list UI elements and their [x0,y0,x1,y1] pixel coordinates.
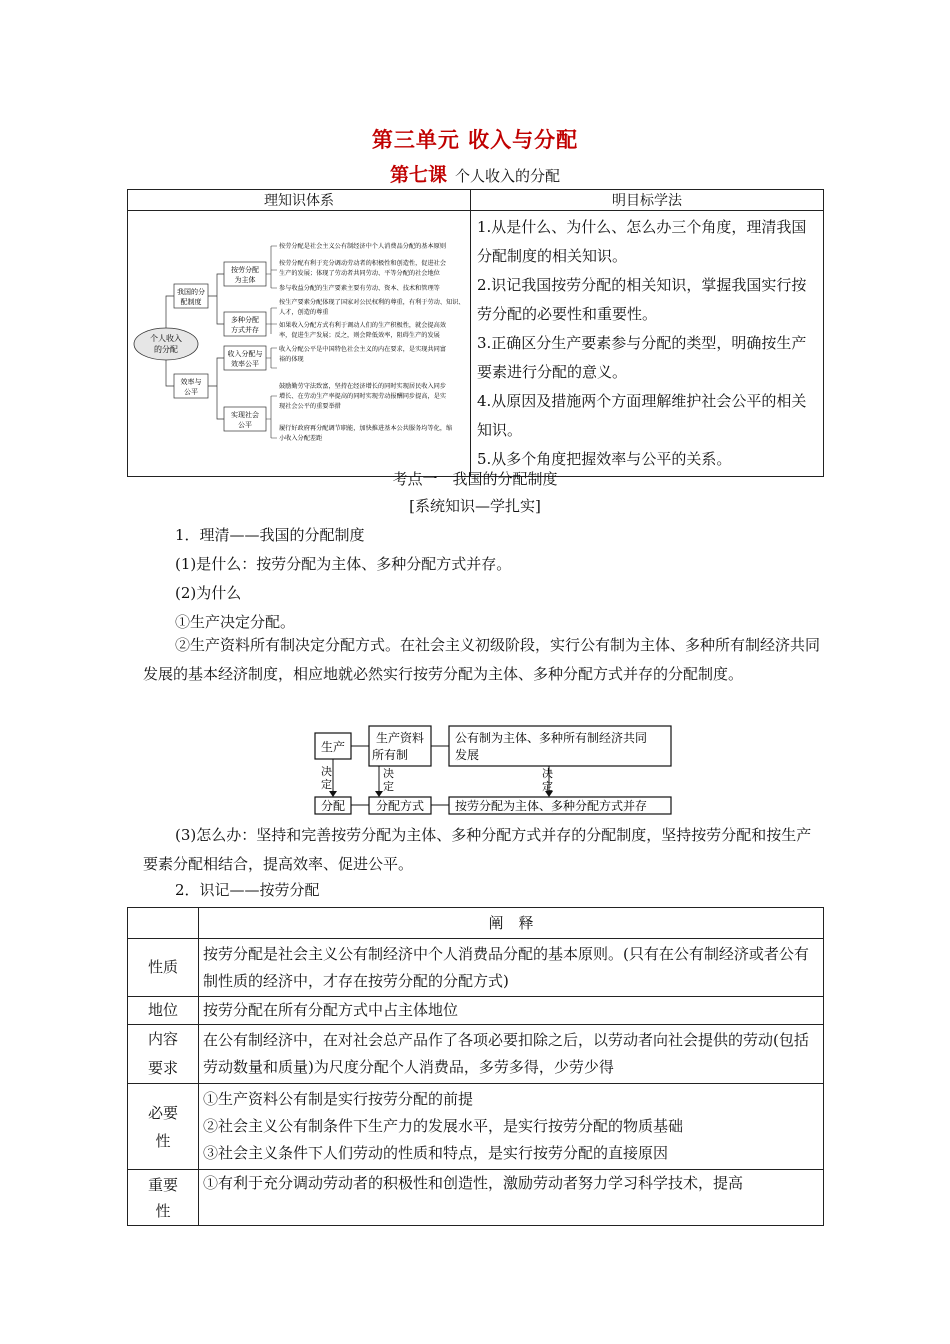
node-multi-2: 方式并存 [231,326,259,334]
row-text: ①有利于充分调动劳动者的积极性和创造性，激励劳动者努力学习科学技术，提高 [199,1170,824,1226]
knowledge-mindmap [128,211,471,477]
section-title: 考点一 我国的分配制度 [392,470,558,488]
mm-text-2: 生产的发展；体现了劳动者共同劳动、平等分配的社会地位 [279,270,440,277]
arrow-label-3b: 定 [542,780,553,793]
q2a-text: ①生产决定分配。 [175,613,296,631]
unit-title: 第三单元 收入与分配 [371,127,579,152]
lesson-number: 第七课 [389,164,447,186]
header-goals: 明目标学法 [471,190,824,211]
mm-text-4: 按生产要素分配体现了国家对公民权利的尊重，有利于劳动、知识、 [279,299,465,306]
lesson-name: 个人收入的分配 [455,167,561,185]
q3-text: (3)怎么办：坚持和完善按劳分配为主体、多种分配方式并存的分配制度，坚持按劳分配和按生产要素分配相结合，提高效率、促进公平。 [143,826,812,873]
goal-item: 4.从原因及措施两个方面理解维护社会公平的相关知识。 [477,392,807,439]
mm-text-11: 增长、在劳动生产率提高的同时实现劳动报酬同步提高，是实 [279,393,447,400]
node-labor-1: 按劳分配 [231,266,259,274]
item2-heading: 2．识记——按劳分配 [175,881,320,899]
necessity-line: ②社会主义公有制条件下生产力的发展水平，是实行按劳分配的物质基础 [203,1117,684,1135]
production-distribution-diagram [313,723,673,815]
learning-goals [471,211,824,477]
goal-item: 1.从是什么、为什么、怎么办三个角度，理清我国分配制度的相关知识。 [477,218,807,265]
q2b-text: ②生产资料所有制决定分配方式。在社会主义初级阶段，实行公有制为主体、多种所有制经济共同发展的基本经济制度，相应地就必然实行按劳分配为主体、多种分配方式并存的分配制度。 [143,636,821,683]
goal-item: 2.识记我国按劳分配的相关知识，掌握我国实行按劳分配的必要性和重要性。 [477,276,807,323]
mm-text-9: 裕的体现 [279,356,304,363]
necessity-line: ③社会主义条件下人们劳动的性质和特点，是实行按劳分配的直接原因 [203,1144,669,1162]
center-text-1: 个人收入 [150,334,182,343]
mm-text-5: 人才，创造的尊重 [279,309,329,316]
mm-text-13: 履行好政府再分配调节职能，加快推进基本公共服务均等化，缩 [279,425,453,432]
row-text: 按劳分配在所有分配方式中占主体地位 [199,997,824,1025]
flow-text-ownership-2: 所有制 [371,748,409,762]
item1-heading: 1．理清——我国的分配制度 [175,526,365,544]
node-multi-1: 多种分配 [231,316,259,324]
arrow-label-3a: 决 [542,767,553,780]
arrow-label-2b: 定 [383,780,394,793]
row-label-text: 重要性 [147,1175,178,1220]
q1-text: (1)是什么：按劳分配为主体、多种分配方式并存。 [175,555,512,573]
lesson-title [0,160,950,187]
goal-item: 5.从多个角度把握效率与公平的关系。 [477,450,732,468]
row-label: 地位 [128,997,199,1025]
necessity-line: ①生产资料公有制是实行按劳分配的前提 [203,1090,474,1108]
flow-text-distribution: 分配 [320,799,346,813]
center-text-2: 的分配 [154,345,178,354]
node-fairness-1: 实现社会 [231,411,259,419]
goal-item: 3.正确区分生产要素参与分配的类型，明确按生产要素进行分配的意义。 [477,334,807,381]
node-labor-2: 为主体 [234,276,256,284]
header-empty-cell [128,908,199,939]
flow-text-ownership-1: 生产资料 [375,731,425,745]
mm-text-8: 收入分配公平是中国特色社会主义的内在要求，是实现共同富 [279,346,447,353]
mm-text-12: 现社会公平的重要举措 [279,403,341,410]
flow-text-method: 分配方式 [375,799,425,813]
flow-text-production: 生产 [320,740,346,754]
row-label-text: 必要性 [147,1103,178,1150]
row-label: 性质 [128,939,199,997]
row-label-text: 内容要求 [147,1030,178,1077]
branch-top-text-2: 配制度 [180,298,202,306]
q2-heading: (2)为什么 [175,584,242,602]
mm-text-3: 参与收益分配的生产要素主要有劳动、资本、技术和管理等 [279,285,440,292]
flow-text-distribution-system: 按劳分配为主体、多种分配方式并存 [455,799,648,813]
knowledge-goals-table [127,189,824,477]
mm-text-14: 小收入分配差距 [279,435,323,442]
flow-text-system-2: 发展 [455,748,480,762]
section-subtitle: [系统知识—学扎实] [409,497,541,515]
node-efficiency-1: 收入分配与 [227,350,263,358]
row-label [128,1084,199,1170]
mm-text-10: 鼓励勤劳守法致富，坚持在经济增长的同时实现居民收入同步 [279,383,447,390]
center-node [134,328,198,360]
arrow-label-1a: 决 [321,765,332,778]
row-label [128,1025,199,1084]
mm-text-7: 率，促进生产发展；反之，则会降低效率，阻碍生产的发展 [279,332,440,339]
branch-bottom-text-2: 公平 [184,388,198,396]
labor-distribution-table [127,907,824,1226]
flow-text-system-1: 公有制为主体、多种所有制经济共同 [455,731,648,745]
row-text: 按劳分配是社会主义公有制经济中个人消费品分配的基本原则。(只有在公有制经济或者公有制性质的经济中，才存在按劳分配的分配方式) [199,939,824,997]
mm-text-0: 按劳分配是社会主义公有制经济中个人消费品分配的基本原则 [279,243,447,250]
mindmap-texts [279,242,465,442]
node-fairness-2: 公平 [238,421,252,429]
arrow-label-1b: 定 [321,778,332,791]
mm-text-6: 如果收入分配方式有利于调动人们的生产积极性，就会提高效 [279,322,447,329]
branch-bottom-text-1: 效率与 [180,378,202,386]
row-text: 在公有制经济中，在对社会总产品作了各项必要扣除之后，以劳动者向社会提供的劳动(包括劳动数量和质量)为尺度分配个人消费品，多劳多得，少劳少得 [199,1025,824,1084]
arrow-label-2a: 决 [383,767,394,780]
node-efficiency-2: 效率公平 [231,360,259,368]
row-label [128,1170,199,1226]
branch-top-text-1: 我国的分 [177,288,205,296]
mm-text-1: 按劳分配有利于充分调动劳动者的积极性和创造性，促进社会 [279,260,447,267]
header-explanation: 阐 释 [199,908,824,939]
header-knowledge: 理知识体系 [128,190,471,211]
row-text [199,1084,824,1170]
